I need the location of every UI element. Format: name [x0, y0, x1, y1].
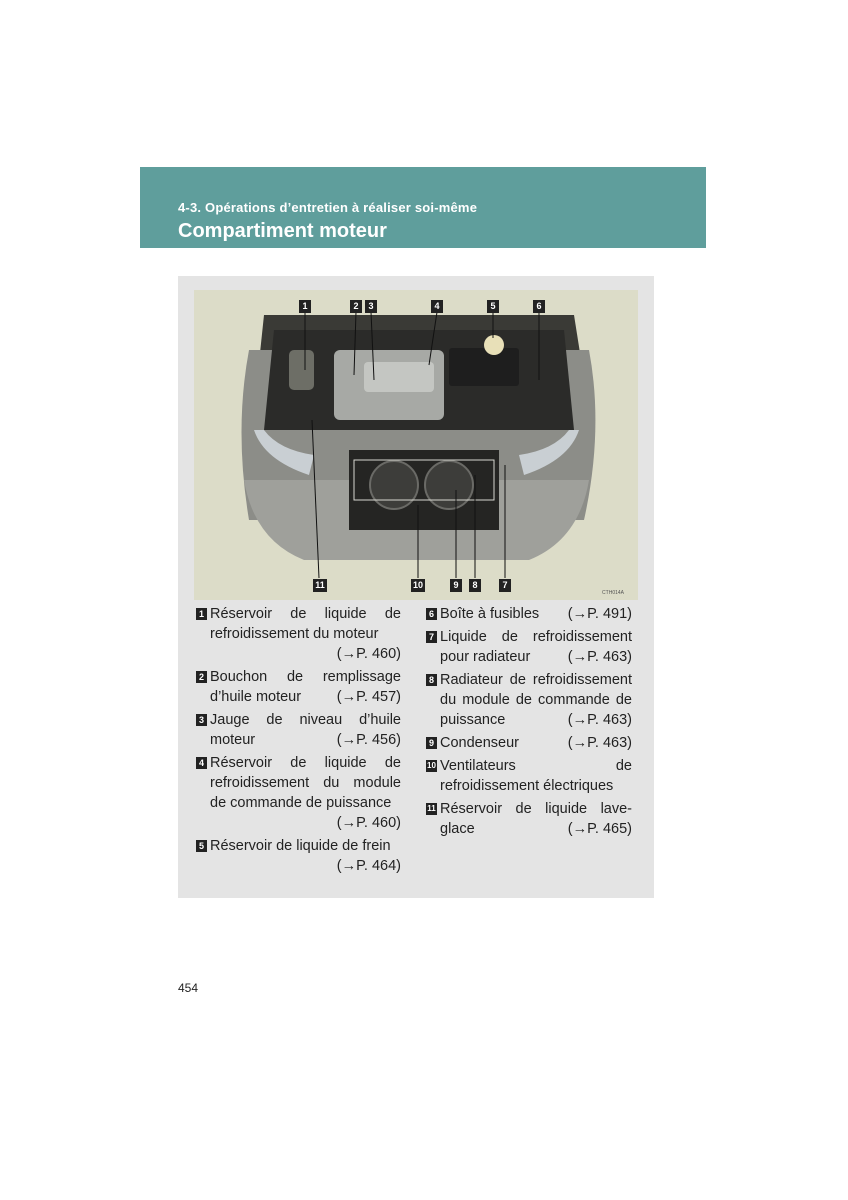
- callout-9: 9: [450, 579, 462, 592]
- content-panel: [178, 276, 654, 898]
- page-reference: (→P. 463): [567, 649, 632, 665]
- item-text: Condenseur: [440, 735, 519, 751]
- item-text: Réservoir de liquide de frein: [210, 838, 391, 854]
- callout-1: 1: [299, 300, 311, 313]
- callout-10: 10: [412, 580, 423, 590]
- legend-item: [196, 836, 401, 876]
- item-number: 7: [426, 631, 437, 643]
- page-reference: (→P. 465): [567, 821, 632, 837]
- legend-item: [426, 733, 632, 753]
- legend-item: [196, 604, 401, 664]
- legend-left-column: [196, 604, 401, 879]
- section-label: 4-3. Opérations d’entretien à réaliser soi-même: [178, 200, 478, 215]
- legend-item: [426, 670, 632, 730]
- figure-code: CTH014A: [602, 590, 624, 596]
- page-reference: (→P. 463): [567, 712, 632, 728]
- item-text: Liquide de refroidissement pour radiateur: [440, 629, 632, 665]
- page-number: 454: [178, 981, 199, 995]
- page-reference: (→P. 457): [336, 689, 401, 705]
- callout-7: 7: [499, 579, 511, 592]
- callout-4: 4: [431, 300, 443, 313]
- item-text: Ventilateurs de refroidissement électriques: [440, 758, 632, 794]
- item-text: Jauge de niveau d’huile moteur: [210, 712, 401, 748]
- item-number: 5: [196, 840, 207, 852]
- item-number: 11: [427, 804, 436, 813]
- legend-item: [196, 710, 401, 750]
- item-text: Réservoir de liquide de refroidissement du moteur: [210, 606, 401, 642]
- page-reference: (→P. 456): [336, 732, 401, 748]
- item-text: Réservoir de liquide lave-glace: [440, 801, 632, 837]
- page-reference: (→P. 464): [336, 858, 401, 874]
- item-number: 6: [426, 608, 437, 620]
- legend-item: [196, 667, 401, 707]
- item-number: 3: [196, 714, 207, 726]
- legend-item: [426, 756, 632, 796]
- item-number: 4: [196, 757, 207, 769]
- item-text: Réservoir de liquide de refroidissement du module de commande de puissance: [210, 755, 401, 811]
- legend-right-column: [426, 604, 632, 842]
- legend-item: [196, 753, 401, 833]
- engine-compartment-illustration: [194, 290, 638, 600]
- page-reference: (→P. 491): [567, 606, 632, 622]
- callout-6: 6: [533, 300, 545, 313]
- page-reference: (→P. 460): [336, 815, 401, 831]
- item-text: Bouchon de remplissage d’huile moteur: [210, 669, 401, 705]
- item-number: 2: [196, 671, 207, 683]
- callout-8: 8: [469, 579, 481, 592]
- callout-3: 3: [365, 300, 377, 313]
- legend-item: [426, 604, 632, 624]
- callout-5: 5: [487, 300, 499, 313]
- item-number: 9: [426, 737, 437, 749]
- legend-item: [426, 799, 632, 839]
- callout-11: 11: [313, 579, 327, 592]
- item-number: 8: [426, 674, 437, 686]
- page-reference: (→P. 460): [336, 646, 401, 662]
- item-text: Boîte à fusibles: [440, 606, 540, 622]
- callout-2: 2: [350, 300, 362, 313]
- page-title: Compartiment moteur: [178, 220, 387, 242]
- item-number: 1: [196, 608, 207, 620]
- section-header: [140, 167, 706, 248]
- item-number: 10: [427, 761, 436, 770]
- item-text: Radiateur de refroidissement du module de commande de puissance: [440, 672, 632, 728]
- legend-item: [426, 627, 632, 667]
- page-reference: (→P. 463): [567, 735, 632, 751]
